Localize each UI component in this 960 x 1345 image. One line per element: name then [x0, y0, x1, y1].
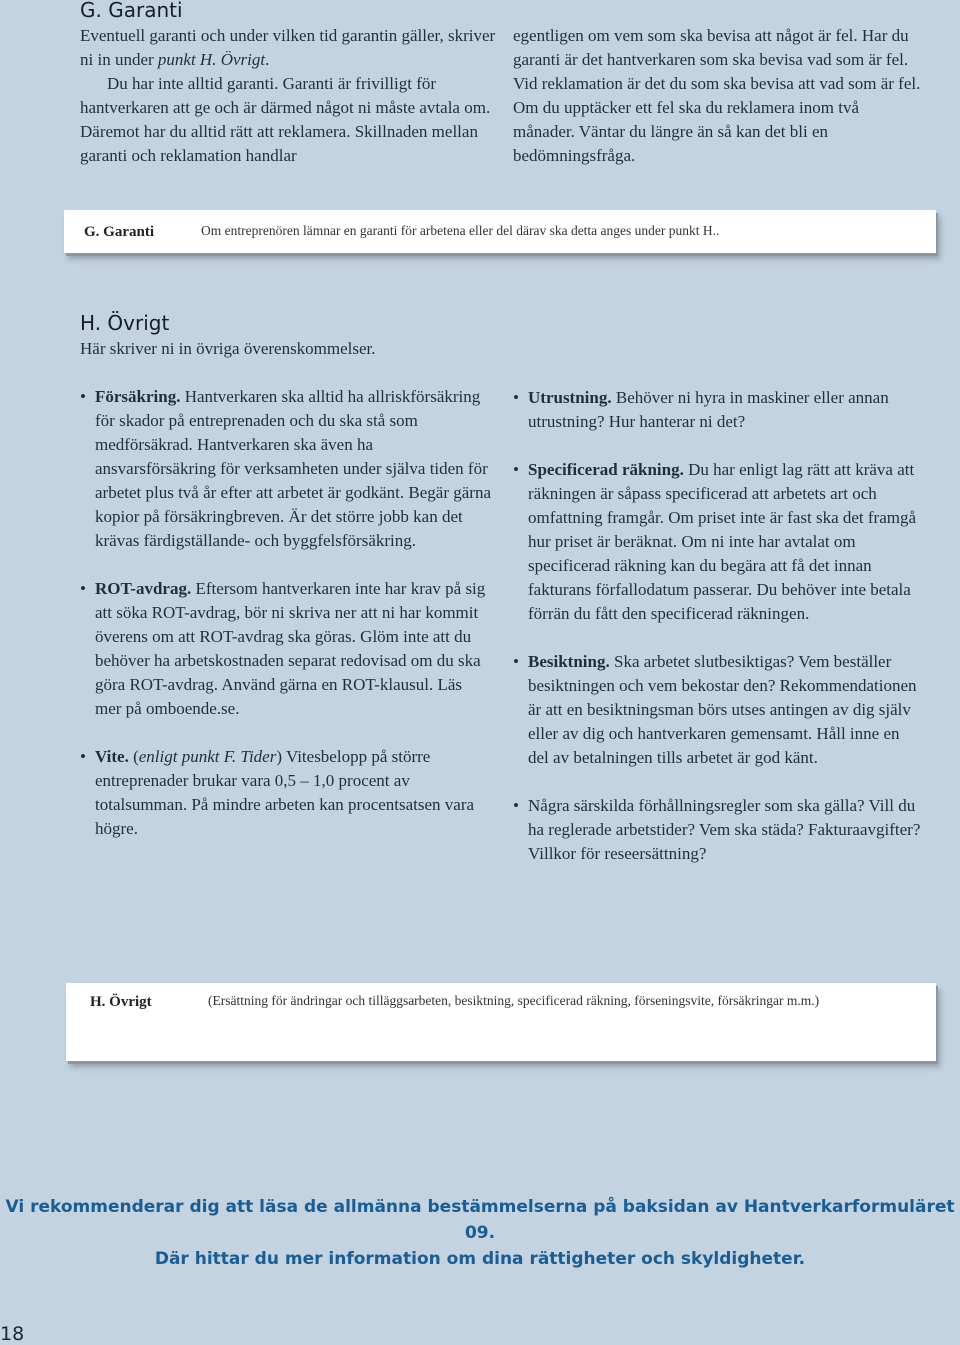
item-text: Vitesbelopp på större entreprenader brukar vara 0,5 – 1,0 procent av totalsumman. På mindre arbeten kan procentsatsen vara högre. [95, 747, 475, 838]
list-item-rot-avdrag [80, 577, 492, 721]
list-item-utrustning [513, 386, 923, 434]
garanti-section-right [513, 24, 923, 168]
form-note-ovrigt: (Ersättning för ändringar och tilläggsarbeten, besiktning, specificerad räkning, förseningsvite, försäkringar m.m.) [208, 993, 820, 1008]
bullet-icon: • [513, 460, 519, 479]
section-heading-garanti: G. Garanti [80, 0, 183, 22]
item-text: Du har enligt lag rätt att kräva att räkningen är såpass specificerad att arbetets art och omfattning framgår. Om priset inte är fast ska det framgå hur priset är beräknat. Om ni inte har avtalat om specificerad räkning kan du begära att få det innan fakturans förfallodatum passerar. Du behöver inte betala förrän du fått den specificerad räkningen. [528, 460, 917, 623]
item-title: Utrustning. [528, 388, 612, 407]
garanti-body-left [80, 24, 500, 168]
item-text: Hantverkaren ska alltid ha allriskförsäkring för skador på entreprenaden och du ska stå som medförsäkrad. Hantverkaren ska även ha ansvarsförsäkring för verksamheten under själva tiden för arbetet plus två år efter att arbetet är godkänt. Begär gärna kopior på försäkringbreven. Är det större jobb kan det krävas färdigställande- och byggfelsförsäkring. [95, 387, 491, 550]
list-item-forhallningsregler [513, 794, 923, 866]
item-title: Vite. [95, 747, 129, 766]
punkt-reference: punkt H. Övrigt [157, 50, 266, 69]
text-run: Eventuell garanti och under vilken tid garantin gäller, skriver ni in under [80, 26, 496, 69]
ovrigt-intro: Här skriver ni in övriga överenskommelser. [80, 339, 376, 358]
list-item-forsakring [80, 385, 492, 553]
item-title: ROT-avdrag. [95, 579, 192, 598]
garanti-section-left [80, 0, 500, 168]
bullet-icon: • [80, 387, 86, 406]
item-title: Besiktning. [528, 652, 610, 671]
text-run: ) [276, 747, 282, 766]
bullet-icon: • [513, 388, 519, 407]
list-item-besiktning [513, 650, 923, 770]
list-item-vite [80, 745, 492, 841]
text-run: ( [128, 747, 139, 766]
item-text: Behöver ni hyra in maskiner eller annan utrustning? Hur hanterar ni det? [528, 388, 889, 431]
ovrigt-section [80, 311, 500, 361]
punkt-reference: enligt punkt F. Tider [138, 747, 277, 766]
page-number: 18 [0, 1323, 25, 1345]
garanti-paragraph-3: egentligen om vem som ska bevisa att något är fel. Har du garanti är det hantverkaren som ska bevisa vad som är fel. Vid reklamation är det du som ska bevisa att vad som är fel. Om du upptäcker ett fel ska du reklamera inom två månader. Väntar du längre än så kan det bli en bedömningsfråga. [513, 26, 921, 165]
form-excerpt-garanti [64, 210, 936, 253]
list-item-specificerad-rakning [513, 458, 923, 626]
item-text: Några särskilda förhållningsregler som ska gälla? Vill du ha reglerade arbetstider? Vem ska städa? Fakturaavgifter? Villkor för reseersättning? [528, 796, 921, 863]
item-text: Eftersom hantverkaren inte har krav på sig att söka ROT-avdrag, bör ni skriva ner att ni har kommit överens om att ROT-avdrag ska göras. Glöm inte att du behöver ha arbetskostnaden separat redovisad om du ska göra ROT-avdrag. Använd gärna en ROT-klausul. Läs mer på omboende.se. [95, 579, 486, 718]
garanti-paragraph-2: Du har inte alltid garanti. Garanti är frivilligt för hantverkaren att ge och är därmed något ni måste avtala om. Däremot har du alltid rätt att reklamera. Skillnaden mellan garanti och reklamation handlar [80, 74, 491, 165]
item-title: Specificerad räkning. [528, 460, 684, 479]
bullet-icon: • [513, 652, 519, 671]
bullet-icon: • [513, 796, 519, 815]
bullet-icon: • [80, 747, 86, 766]
form-label-garanti: G. Garanti [84, 224, 154, 240]
form-note-garanti: Om entreprenören lämnar en garanti för arbetena eller del därav ska detta anges under punkt H.. [201, 223, 720, 238]
section-heading-ovrigt: H. Övrigt [80, 311, 170, 335]
form-excerpt-ovrigt [66, 983, 936, 1061]
form-label-ovrigt: H. Övrigt [90, 994, 152, 1010]
item-text: Ska arbetet slutbesiktigas? Vem beställer besiktningen och vem bekostar den? Rekommendationen är att en besiktningsman börs utses antingen av dig själv eller av dig och hantverkaren gemensamt. Håll inne en del av betalningen tills arbetet är god känt. [528, 652, 917, 767]
text-run: . [265, 50, 270, 69]
item-title: Försäkring. [95, 387, 181, 406]
bullet-list-right [513, 386, 923, 890]
footer-line-2: Där hittar du mer information om dina rättigheter och skyldigheter. [154, 1249, 806, 1269]
bullet-icon: • [80, 579, 86, 598]
footer-recommendation [0, 1194, 960, 1272]
bullet-list-left [80, 385, 492, 865]
footer-line-1: Vi rekommenderar dig att läsa de allmänna bestämmelserna på baksidan av Hantverkarformuläret 09. [5, 1197, 955, 1243]
garanti-paragraph-1 [80, 24, 500, 72]
